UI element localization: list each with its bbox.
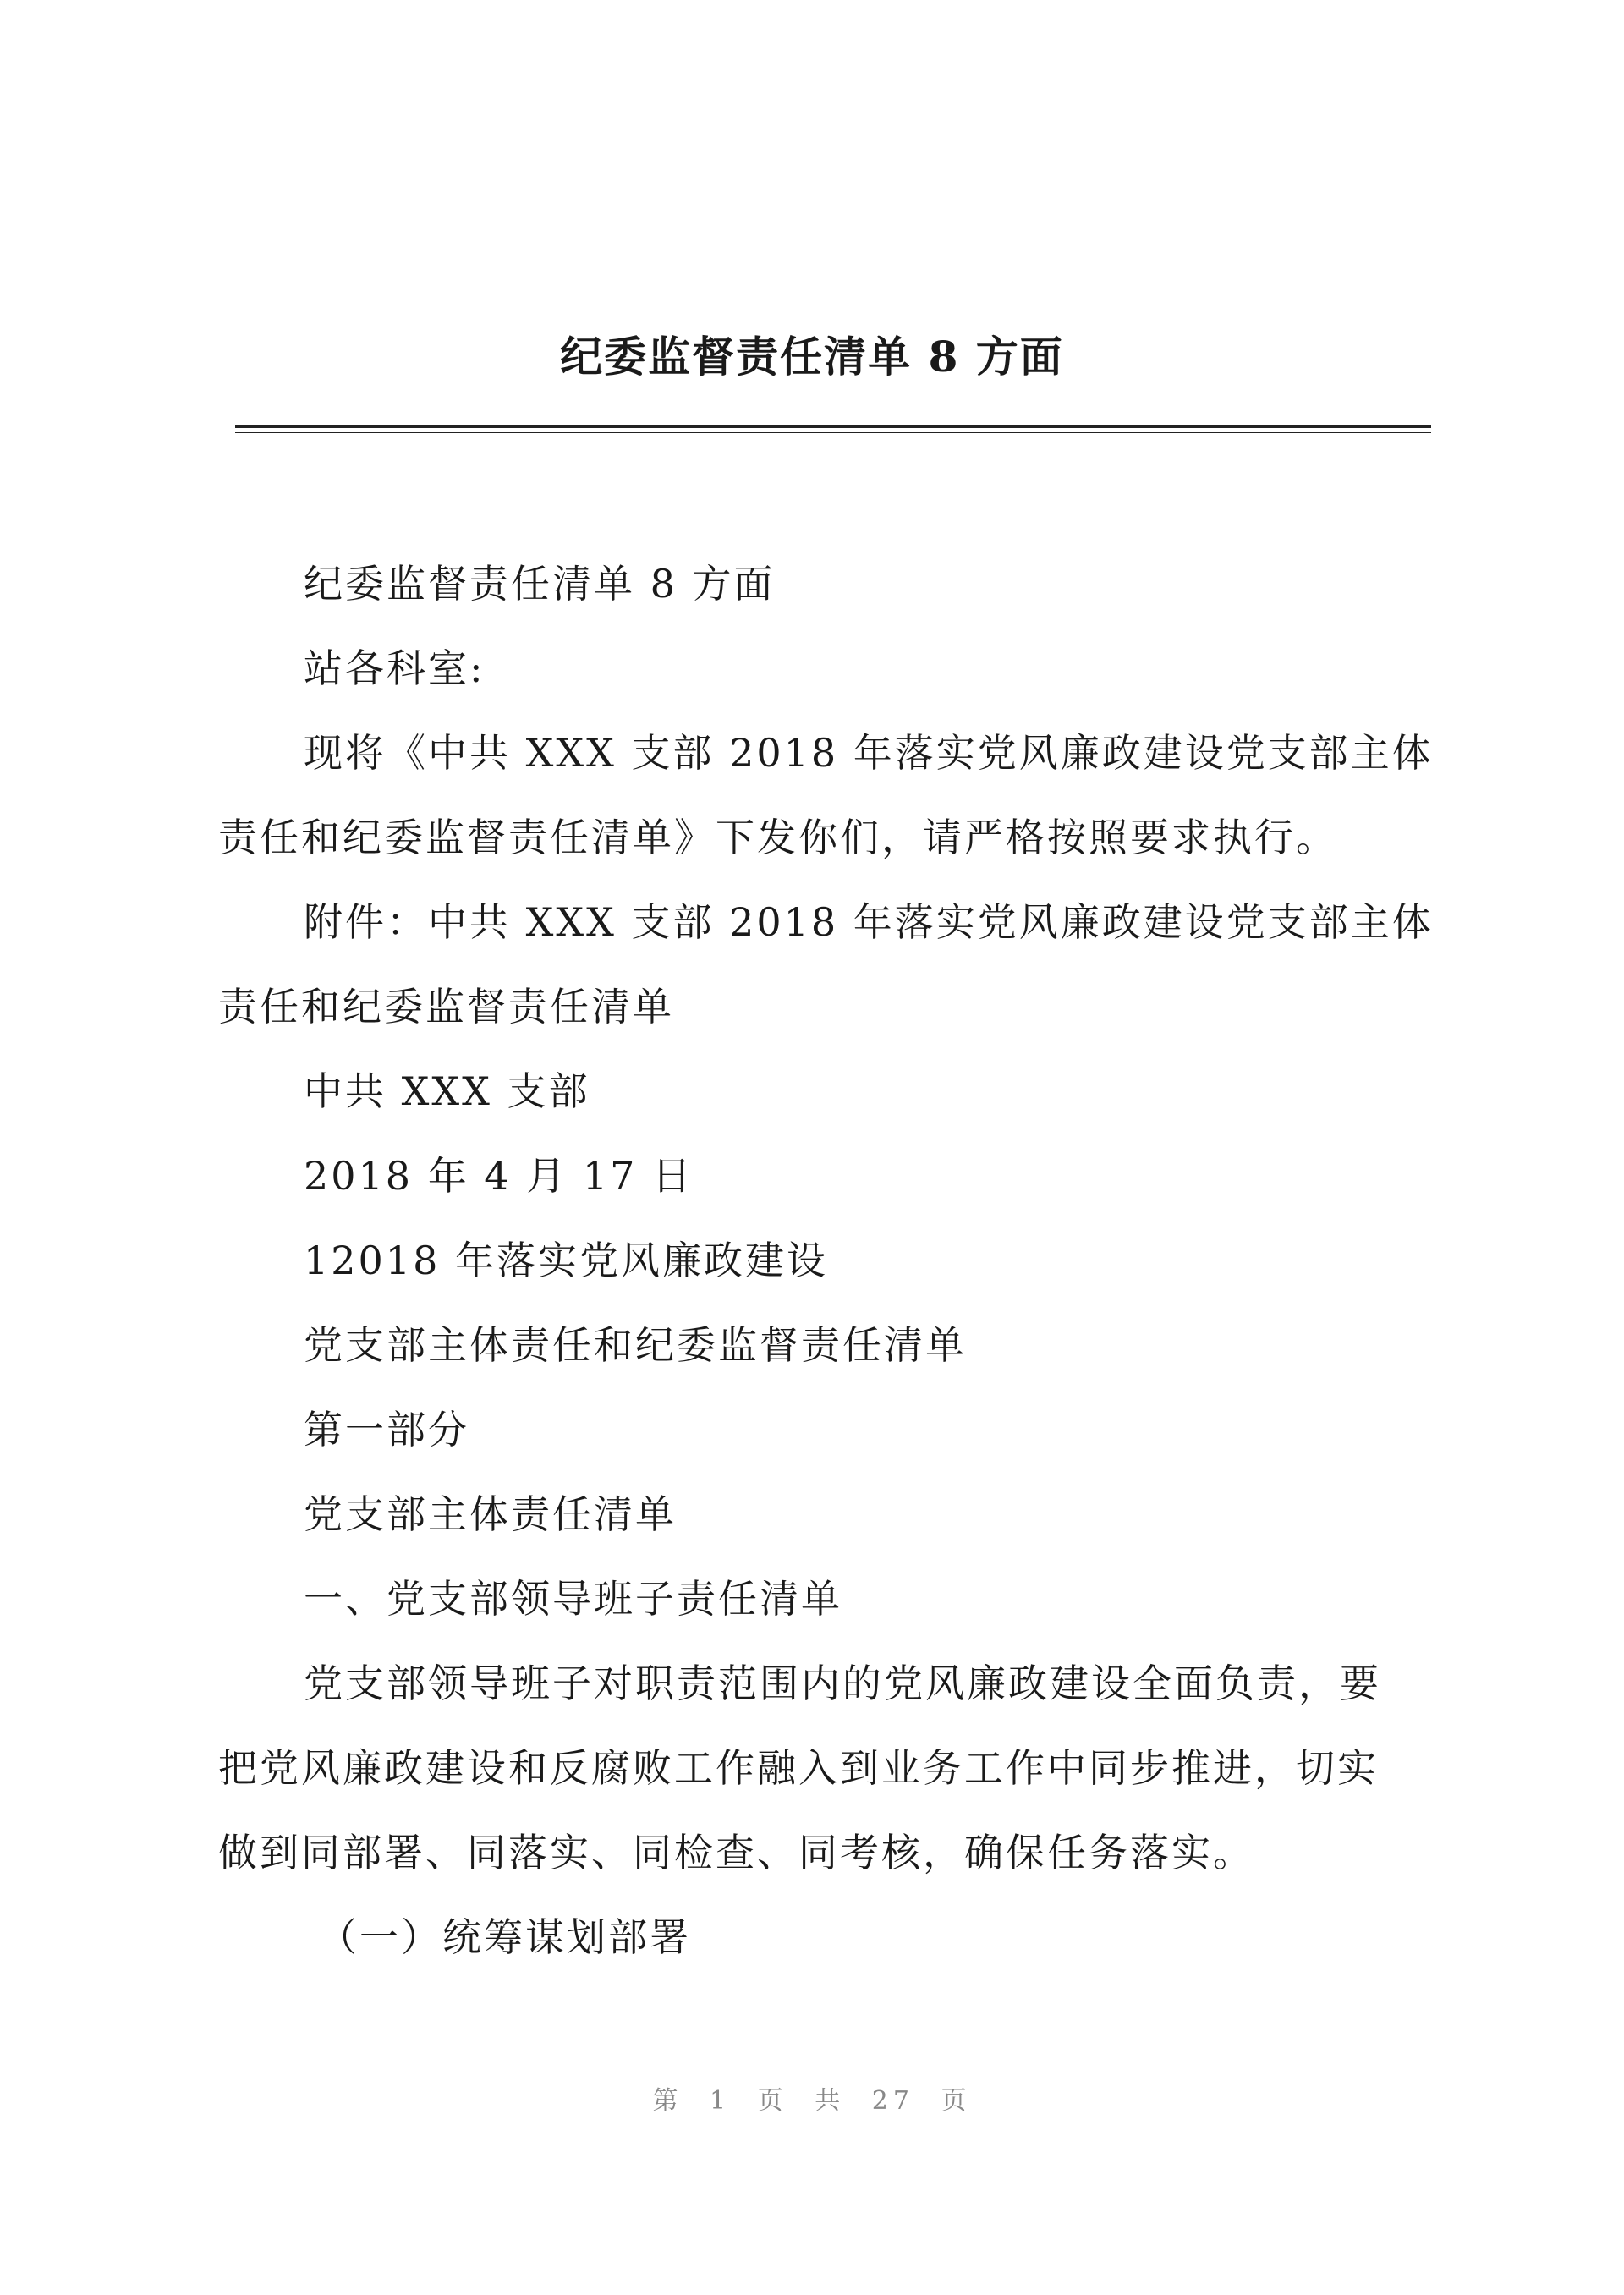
body-line: 做到同部署、同落实、同检查、同考核，确保任务落实。 xyxy=(218,1830,1254,1875)
body-line: （一）统筹谋划部署 xyxy=(318,1914,691,1960)
body-line: 站各科室: xyxy=(304,645,486,691)
page-number-footer: 第 1 页 共 27 页 xyxy=(652,2086,972,2116)
body-line: 纪委监督责任清单 8 方面 xyxy=(304,561,776,607)
document-title: 纪委监督责任清单 8 方面 xyxy=(560,332,1064,382)
body-line: 第一部分 xyxy=(304,1407,469,1452)
document-body xyxy=(218,541,1434,1979)
body-line: 责任和纪委监督责任清单》下发你们，请严格按照要求执行。 xyxy=(218,815,1337,860)
body-line: 党支部主体责任清单 xyxy=(304,1491,677,1537)
body-line: 责任和纪委监督责任清单 xyxy=(218,984,674,1029)
body-line: 党支部领导班子对职责范围内的党风廉政建设全面负责，要 xyxy=(304,1661,1381,1706)
title-divider xyxy=(235,425,1431,433)
body-line: 把党风廉政建设和反腐败工作融入到业务工作中同步推进，切实 xyxy=(218,1745,1379,1791)
body-line: 12018 年落实党风廉政建设 xyxy=(304,1238,828,1283)
body-line: 中共 XXX 支部 xyxy=(304,1068,590,1114)
body-line: 附件：中共 XXX 支部 2018 年落实党风廉政建设党支部主体 xyxy=(304,899,1434,945)
body-line: 2018 年 4 月 17 日 xyxy=(304,1153,694,1199)
body-line: 现将《中共 XXX 支部 2018 年落实党风廉政建设党支部主体 xyxy=(304,730,1434,776)
body-line: 一、党支部领导班子责任清单 xyxy=(304,1576,842,1622)
body-line: 党支部主体责任和纪委监督责任清单 xyxy=(304,1322,967,1368)
